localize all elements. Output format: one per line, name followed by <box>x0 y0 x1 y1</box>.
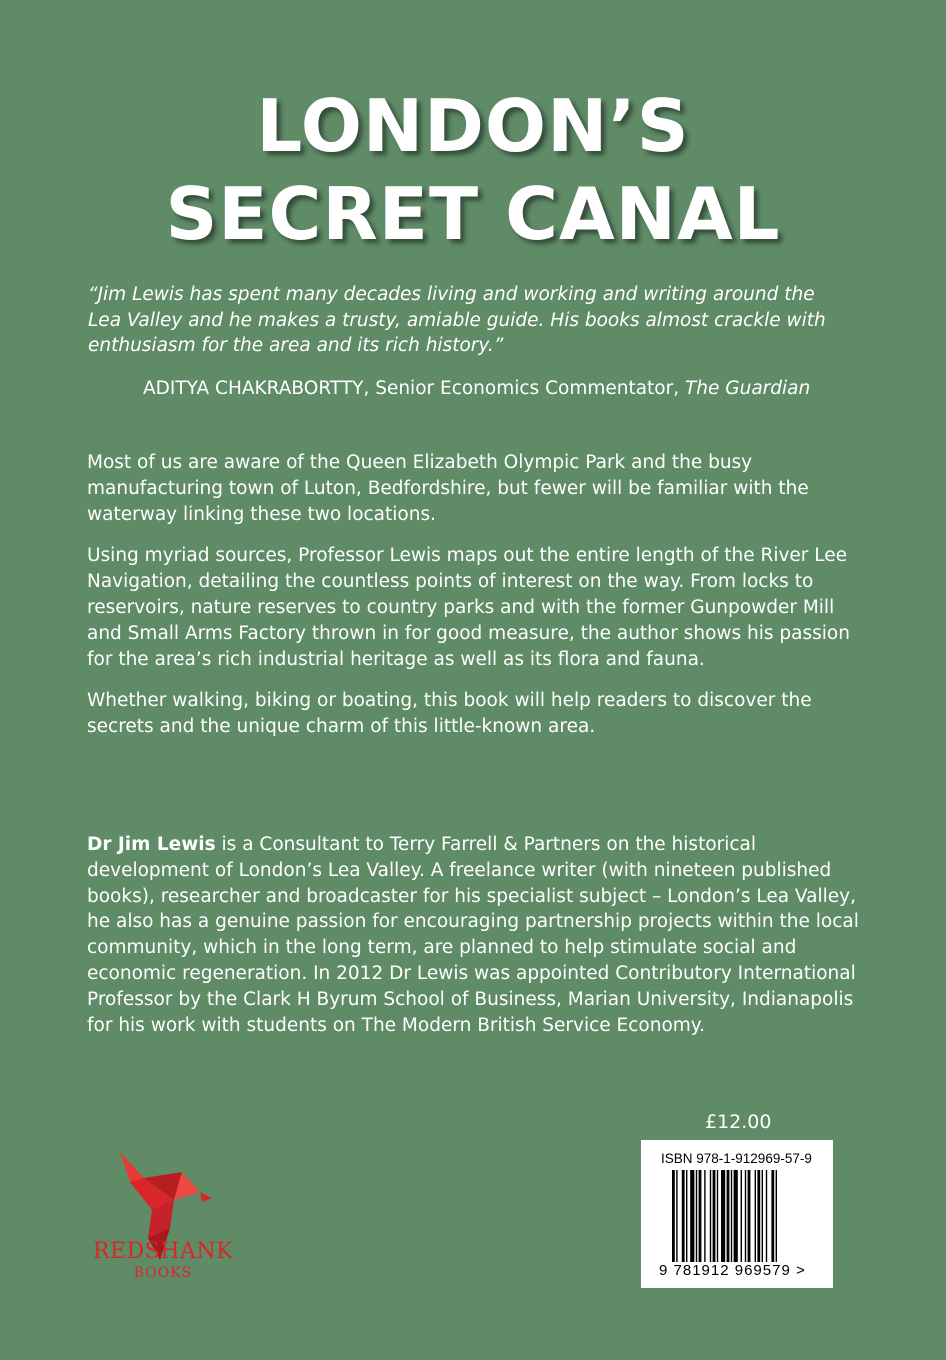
title-line-1: LONDON’S <box>256 84 690 168</box>
barcode-box <box>641 1140 833 1288</box>
quote-attribution <box>143 376 903 402</box>
isbn-label: ISBN 978-1-912969-57-9 <box>661 1151 812 1166</box>
isbn-digits: 9 781912 969579 > <box>659 1262 806 1279</box>
blurb-paragraph-1: Most of us are aware of the Queen Elizabeth Olympic Park and the busy manufacturing town of Luton, Bedfordshire, but fewer will be familiar with the waterway linking these two locations. <box>87 452 809 525</box>
price: £12.00 <box>705 1111 772 1133</box>
blurb-paragraph-2: Using myriad sources, Professor Lewis maps out the entire length of the River Lee Navigation, detailing the countless points of interest on the way. From locks to reservoirs, nature reserves to country parks and with the former Gunpowder Mill and Small Arms Factory thrown in for good measure, the author shows his passion for the area’s rich industrial heritage as well as its flora and fauna. <box>87 545 850 670</box>
attribution-publication: The Guardian <box>685 378 811 399</box>
publisher-subname: BOOKS <box>133 1265 193 1281</box>
attribution-name: ADITYA CHAKRABORTTY, Senior Economics Commentator, <box>143 378 685 399</box>
author-bio <box>87 832 867 1038</box>
review-quote: “Jim Lewis has spent many decades living and working and writing around the Lea Valley and he makes a trusty, amiable guide. His books almost crackle with enthusiasm for the area and its rich history.” <box>88 284 826 356</box>
blurb-paragraph-3: Whether walking, biking or boating, this book will help readers to discover the secrets and the unique charm of this little-known area. <box>87 690 812 738</box>
publisher-logo-text <box>88 1240 238 1282</box>
blurb <box>87 450 867 756</box>
title-line-2: SECRET CANAL <box>165 172 781 256</box>
book-title <box>0 82 946 258</box>
publisher-name: REDSHANK <box>92 1239 234 1264</box>
author-bio-text: is a Consultant to Terry Farrell & Partners on the historical development of London’s Lea Valley. A freelance writer (with nineteen published books), researcher and broadcaster for his specialist subject – London’s Lea Valley, he also has a genuine passion for encouraging partnership projects within the local community, which in the long term, are planned to help stimulate social and economic regeneration. In 2012 Dr Lewis was appointed Contributory International Professor by the Clark H Byrum School of Business, Marian University, Indianapolis for his work with students on The Modern British Service Economy. <box>87 834 859 1036</box>
author-name: Dr Jim Lewis <box>87 834 216 855</box>
barcode-icon <box>672 1170 812 1262</box>
